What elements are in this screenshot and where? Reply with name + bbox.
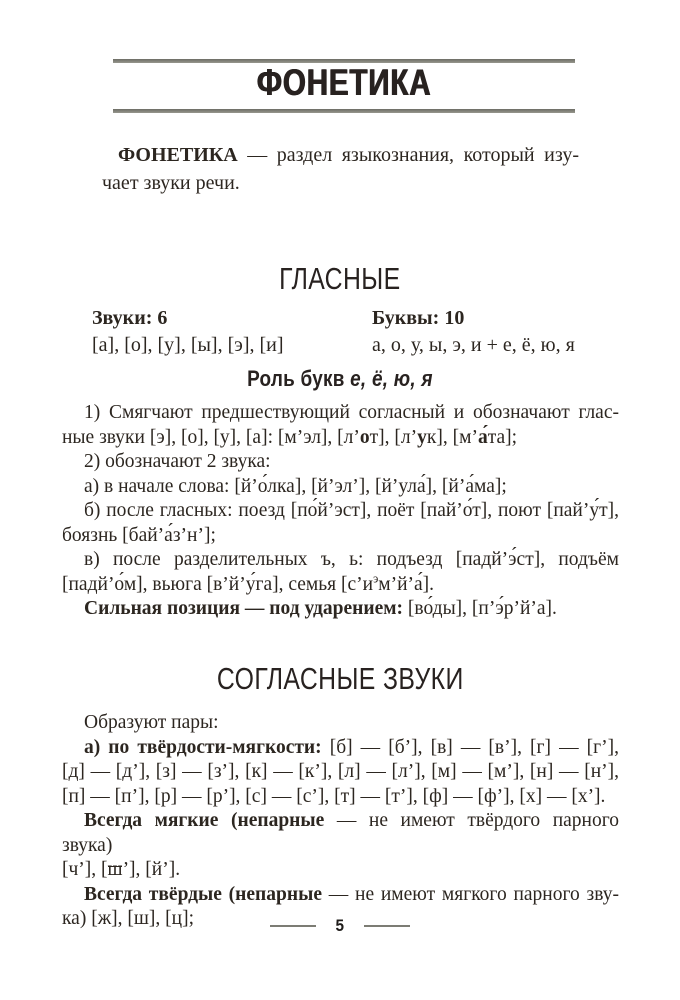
role-heading-row — [0, 366, 680, 392]
letters-column — [372, 305, 575, 359]
section-heading-vowels: ГЛАСНЫЕ — [279, 261, 401, 296]
vowels-heading-row — [0, 261, 680, 297]
paragraph: 2) обозначают 2 звука: — [84, 451, 271, 472]
sounds-column — [92, 305, 284, 359]
paragraph: а) по твёрдости-мягкости: [б] — [б’], [в] — [в’], [г] — [г’], [д] — [д’], [з] — [з’], [к] — [к’], [л] — [л’], [м] — [м’], [н] — [н’], [п] — [п’], [р] — [р’], [с] — [с’], [т] — [т’], [ф] — [ф’], [х] — [х’]. — [62, 736, 619, 807]
intro-paragraph: ФОНЕТИКА — раздел языкознания, который изу- чает звуки речи. — [102, 144, 579, 194]
vowels-paragraphs — [62, 401, 619, 622]
page-number: 5 — [335, 916, 345, 935]
paragraph: Всегда твёрдые (непарные — не имеют мягкого парного зву- ка) [ж], [ш], [ц]; — [62, 883, 619, 929]
chapter-title-row — [113, 62, 575, 104]
role-of-letters-heading: Роль букв е, ё, ю, я — [247, 366, 433, 391]
paragraph: а) в начале слова: [й’о́лка], [й’эл’], [й’ула́], [й’а́ма]; — [84, 475, 507, 497]
sounds-count-label: Звуки: 6 — [92, 307, 168, 329]
paragraph: Всегда мягкие (непарные — не имеют твёрдого парного звука) [ч’], [ш’], [й’]. — [62, 809, 619, 883]
footer-dash-right — [364, 925, 410, 927]
vowels-columns — [62, 305, 619, 365]
paragraph: 1) Смягчают предшествующий согласный и обозначают глас- ные звуки [э], [о], [у], [а]: [м’эл], [л’от], [л’ук], [м’а́та]; — [62, 402, 619, 448]
paragraph: б) после гласных: поезд [по́й’эст], поёт [пай’о́т], поют [пай’у́т], боязнь [бай’а́з’н’]; — [62, 500, 619, 546]
section-heading-consonants: СОГЛАСНЫЕ ЗВУКИ — [216, 661, 464, 696]
letters-list: а, о, у, ы, э, и + е, ё, ю, я — [372, 334, 575, 356]
page-title: ФОНЕТИКА — [256, 62, 432, 103]
paragraph: Сильная позиция — под ударением: [во́ды], [п’э́р’й’а]. — [84, 598, 557, 619]
letters-count-label: Буквы: 10 — [372, 307, 465, 329]
paragraph: Образуют пары: — [84, 712, 219, 733]
page-footer — [0, 915, 680, 937]
paragraph: в) после разделительных ъ, ь: подъезд [падй’э́ст], подъём [падй’о́м], вьюга [в’й’у́га], семья $[с’и^эм’й’а́]$. — [62, 549, 619, 595]
consonants-heading-row — [0, 661, 680, 697]
sounds-list: [а], [о], [у], [ы], [э], [и] — [92, 334, 284, 356]
consonants-paragraphs — [62, 711, 619, 932]
footer-dash-left — [270, 925, 316, 927]
bottom-divider — [113, 109, 575, 113]
